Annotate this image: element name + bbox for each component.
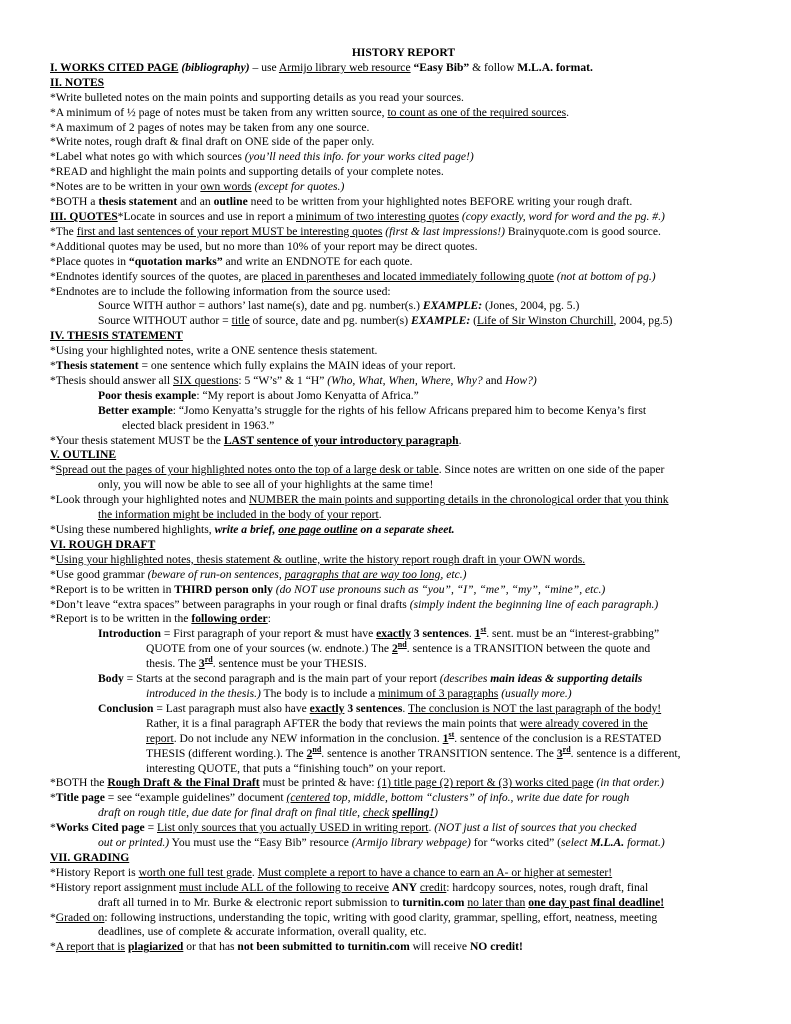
text: own words <box>200 180 252 194</box>
notes-line: *Write bulleted notes on the main points and supporting details as you read your sources. <box>50 90 464 104</box>
text: = First paragraph of your report & must have <box>160 627 377 641</box>
text: and an <box>177 195 214 209</box>
text: thesis. The <box>146 657 199 671</box>
text: check <box>362 806 390 820</box>
text: rd <box>562 744 571 754</box>
conclusion-line-cont <box>50 729 757 747</box>
text: Source WITHOUT author = <box>98 314 232 328</box>
text: to count as one of the required sources <box>387 105 567 119</box>
text: Must complete a report to have a chance to earn an A- or higher at semester! <box>257 865 613 879</box>
text: of source, date and pg. number(s) <box>249 314 411 328</box>
conclusion-line <box>50 702 757 717</box>
works-cited-line <box>50 61 757 76</box>
notes-line <box>50 106 757 121</box>
quotes-example-without-author <box>50 314 757 329</box>
text: NO credit! <box>469 940 523 954</box>
text: out or printed.) <box>98 836 170 850</box>
text: The body is to include a <box>260 686 379 700</box>
text: * <box>50 359 56 373</box>
text: Using your highlighted notes, thesis statement & outline, write the history report rough draft in your OWN words. <box>55 552 586 566</box>
grading-line-cont: deadlines, use of complete & accurate information, overall quality, etc. <box>98 925 427 939</box>
text: top, middle, bottom “clusters” of info., write due date for rough <box>329 791 630 805</box>
section-heading-grading: VII. GRADING <box>50 850 130 864</box>
text: THESIS (different wording.). The <box>146 746 307 760</box>
text: (in that order.) <box>593 776 664 790</box>
notes-line: *Write notes, rough draft & final draft on ONE side of the paper only. <box>50 135 375 149</box>
notes-line <box>50 180 757 195</box>
text: . sent. must be an “interest-grabbing” <box>486 627 660 641</box>
text: THIRD person only <box>174 582 273 596</box>
text: The conclusion is NOT the last paragraph of the body! <box>408 701 662 715</box>
text: *Endnotes identify sources of the quotes, are <box>50 269 262 283</box>
text: 3 sentences <box>344 701 403 715</box>
text: (not at bottom of pg.) <box>553 269 656 283</box>
text: . Do not include any NEW information in the conclusion. <box>173 731 443 745</box>
text: one day past final deadline! <box>528 895 665 909</box>
text: * <box>50 821 56 835</box>
text: Spread out the pages of your highlighted notes onto the top of a large desk or table <box>55 463 439 477</box>
text: = <box>144 821 158 835</box>
text: first and last sentences of your report MUST be interesting quotes <box>76 224 383 238</box>
grading-line <box>50 940 757 955</box>
text: . sentence must be your THESIS. <box>212 657 367 671</box>
conclusion-line-cont <box>50 717 757 732</box>
thesis-line: *Using your highlighted notes, write a ONE sentence thesis statement. <box>50 344 378 358</box>
text: credit <box>419 880 447 894</box>
text: 3 <box>556 746 563 760</box>
section-heading-notes: II. NOTES <box>50 75 105 89</box>
quotes-line <box>50 255 757 270</box>
text: title <box>231 314 250 328</box>
text: : “Jomo Kenyatta’s struggle for the rights of his fellow Africans prepared him to become Kenya’s first <box>172 403 647 417</box>
text: were already covered in the <box>519 716 648 730</box>
rough-line <box>50 553 757 568</box>
outline-line-cont <box>50 508 757 523</box>
text: and <box>482 373 506 387</box>
text: : 5 “W’s” & 1 “H” <box>238 373 328 387</box>
text: need to be written from your highlighted notes BEFORE writing your rough draft. <box>247 195 633 209</box>
text: : hardcopy sources, notes, rough draft, final <box>446 880 649 894</box>
outline-line <box>50 463 757 478</box>
grading-line <box>50 881 757 896</box>
outline-line-cont: only, you will now be able to see all of your highlights at the same time! <box>98 478 434 492</box>
thesis-better-example <box>50 404 757 419</box>
notes-line: *A maximum of 2 pages of notes may be taken from any one source. <box>50 120 370 134</box>
text: NUMBER the main points and supporting details in the chronological order that you think <box>249 493 669 507</box>
thesis-better-example-cont: elected black president in 1963.” <box>122 418 275 432</box>
text: How?) <box>505 373 537 387</box>
introduction-line-cont <box>50 642 757 657</box>
grading-line-cont <box>50 896 757 911</box>
text: , 2004, pg.5) <box>613 314 673 328</box>
text: (1) title page (2) report & (3) works cited page <box>377 776 594 790</box>
text: the information might be included in the body of your report <box>98 508 379 522</box>
text: Title page <box>55 791 105 805</box>
grading-line <box>50 866 757 881</box>
text: . sentence of the conclusion is a RESTATED <box>454 731 662 745</box>
text: 3 sentences <box>410 627 469 641</box>
text: . <box>468 627 475 641</box>
text: introduced in the thesis.) <box>146 686 261 700</box>
text: no later than <box>467 895 526 909</box>
body-line <box>50 672 757 687</box>
text: EXAMPLE: <box>422 299 483 313</box>
text: Life of Sir Winston Churchill <box>476 314 614 328</box>
text: *Don’t leave “extra spaces” between paragraphs in your rough or final drafts <box>50 597 410 611</box>
text: paragraphs that are way too long <box>284 567 441 581</box>
text: *Place quotes in <box>50 254 129 268</box>
quotes-line <box>50 225 757 240</box>
text: *Look through your highlighted notes and <box>50 493 250 507</box>
text: format.) <box>624 836 665 850</box>
text: * <box>50 463 56 477</box>
text: (Armijo library webpage) <box>351 836 471 850</box>
text: Rough Draft & the Final Draft <box>107 776 260 790</box>
text: (copy exactly, word for word and the pg. #.) <box>458 209 665 223</box>
text: outline <box>213 195 248 209</box>
text: for “works cited” ( <box>470 836 562 850</box>
text: ANY <box>391 880 417 894</box>
text: (simply indent the beginning line of each paragraph.) <box>409 597 659 611</box>
conclusion-line-cont: interesting QUOTE, that puts a “finishing touch” on your report. <box>146 761 446 775</box>
rough-line <box>50 612 757 627</box>
text: EXAMPLE: <box>410 314 471 328</box>
text: not been submitted to turnitin.com <box>237 940 410 954</box>
text: . <box>251 865 258 879</box>
text: (you’ll need this info. for your works cited page!) <box>244 150 474 164</box>
text: M.L.A. <box>587 836 625 850</box>
text: LAST sentence of your introductory paragraph <box>223 433 459 447</box>
text: = Starts at the second paragraph and is the main part of your report <box>123 672 440 686</box>
text: (describes <box>439 672 491 686</box>
section-heading-works-cited: I. WORKS CITED PAGE <box>50 60 179 74</box>
text: , etc.) <box>440 567 467 581</box>
text: List only sources that you actually USED in writing report <box>157 821 429 835</box>
title-page-line-cont <box>50 806 757 821</box>
text: . <box>428 821 435 835</box>
text: (do NOT use pronouns such as “you”, “I”, “me”, “my”, “mine”, etc.) <box>272 582 606 596</box>
text: SIX questions <box>173 373 239 387</box>
notes-line <box>50 195 757 210</box>
title-page-line <box>50 791 757 806</box>
text: *Report is to be written in <box>50 582 175 596</box>
introduction-line-cont <box>50 657 757 672</box>
text: You must use the “Easy Bib” resource <box>169 836 352 850</box>
text: . Since notes are written on one side of the paper <box>438 463 665 477</box>
text: exactly <box>309 701 345 715</box>
conclusion-line-cont <box>50 744 757 762</box>
notes-line: *READ and highlight the main points and supporting details of your complete notes. <box>50 165 444 179</box>
text: (centered <box>286 791 330 805</box>
text: (usually more.) <box>498 686 572 700</box>
thesis-line <box>50 434 757 449</box>
text: draft all turned in to Mr. Burke & electronic report submission to <box>98 895 403 909</box>
text: = Last paragraph must also have <box>153 701 310 715</box>
text: Conclusion <box>98 701 154 715</box>
text: QUOTE from one of your sources (w. endnote.) The <box>146 642 392 656</box>
body-line-cont <box>50 687 757 702</box>
text: . <box>566 105 570 119</box>
text: *The <box>50 224 77 238</box>
notes-line <box>50 150 757 165</box>
text: spelling! <box>392 806 435 820</box>
text: Thesis statement <box>55 359 139 373</box>
quotes-line: *Additional quotes may be used, but no more than 10% of your report may be direct quotes. <box>50 239 478 253</box>
text: st <box>448 729 455 739</box>
both-drafts-line <box>50 776 757 791</box>
text: . <box>378 508 382 522</box>
rough-line <box>50 598 757 613</box>
text: on a separate sheet. <box>357 523 455 536</box>
text: : following instructions, understanding the topic, writing with good clarity, grammar, spelling, effort, neatness, meeting <box>104 910 658 924</box>
section-heading-quotes: III. QUOTES <box>50 209 118 223</box>
text: 2 <box>391 642 398 656</box>
text: “quotation marks” <box>128 254 223 268</box>
text: = see “example guidelines” document <box>104 791 287 805</box>
text: and write an ENDNOTE for each quote. <box>222 254 413 268</box>
rough-line <box>50 568 757 583</box>
thesis-line <box>50 374 757 389</box>
text: *Using these numbered highlights, <box>50 523 215 536</box>
text: A report that is <box>55 940 126 954</box>
text: *Thesis should answer all <box>50 373 174 387</box>
text: . sentence is another TRANSITION sentence. The <box>321 746 557 760</box>
text: (beware of run-on sentences, <box>147 567 285 581</box>
text: will receive <box>409 940 470 954</box>
text: turnitin.com <box>402 895 465 909</box>
text: “Easy Bib” <box>410 60 470 74</box>
text: *Label what notes go with which sources <box>50 150 245 164</box>
text: must be printed & have: <box>259 776 378 790</box>
text: nd <box>312 744 322 754</box>
text: Works Cited page <box>55 821 145 835</box>
text: worth one full test grade <box>138 865 252 879</box>
text: placed in parentheses and located immediately following quote <box>261 269 554 283</box>
text: minimum of two interesting quotes <box>296 209 459 223</box>
rough-line <box>50 583 757 598</box>
text: following order <box>191 612 268 626</box>
text: . <box>402 701 408 715</box>
text: & follow <box>469 60 518 74</box>
text: *History report assignment <box>50 880 180 894</box>
text: Armijo library web resource <box>278 60 411 74</box>
text: must include ALL of the following to receive <box>179 880 389 894</box>
text: (first & last impressions!) <box>382 224 506 238</box>
text: (bibliography) <box>181 60 250 74</box>
text: nd <box>397 640 407 650</box>
text: (Jones, 2004, pg. 5.) <box>482 299 580 313</box>
text: *Notes are to be written in your <box>50 180 201 194</box>
text: * <box>50 940 56 954</box>
quotes-line <box>50 270 757 285</box>
text: ( <box>470 314 477 328</box>
text: . <box>458 433 462 447</box>
text: select <box>561 836 588 850</box>
text: *Locate in sources and use in report a <box>117 209 297 223</box>
text: = one sentence which fully explains the MAIN ideas of your report. <box>138 359 456 373</box>
text: thesis statement <box>98 195 178 209</box>
text: exactly <box>376 627 411 641</box>
page-title: HISTORY REPORT <box>351 46 456 59</box>
text: draft on rough title, due date for final draft on final title, <box>98 806 363 820</box>
text: (NOT just a list of sources that you checked <box>434 821 637 835</box>
text: report <box>146 731 174 745</box>
text: main ideas & supporting details <box>490 672 643 686</box>
section-heading-outline: V. OUTLINE <box>50 448 117 462</box>
text: *Use good grammar <box>50 567 148 581</box>
thesis-poor-example <box>50 389 757 404</box>
quotes-line: *Endnotes are to include the following information from the source used: <box>50 284 391 298</box>
text: (Who, What, When, Where, Why? <box>327 373 483 387</box>
text: Brainyquote.com is good source. <box>505 224 661 238</box>
text: *Your thesis statement MUST be the <box>50 433 224 447</box>
text: Poor thesis example <box>98 388 197 402</box>
text: rd <box>204 655 213 665</box>
text: ) <box>434 806 438 820</box>
quotes-heading-line <box>50 210 757 225</box>
outline-line <box>50 493 757 508</box>
text: *BOTH the <box>50 776 108 790</box>
text: st <box>480 625 487 635</box>
text: * <box>50 910 56 924</box>
text: Source WITH author = authors’ last name(s), date and pg. number(s.) <box>98 299 423 313</box>
text: * <box>50 791 56 805</box>
section-heading-thesis: IV. THESIS STATEMENT <box>50 329 183 343</box>
text: *A minimum of ½ page of notes must be taken from any written source, <box>50 105 388 119</box>
text: 2 <box>306 746 313 760</box>
text: . sentence is a different, <box>570 746 681 760</box>
text: one page outline <box>278 523 358 536</box>
text: 1 <box>442 731 449 745</box>
section-heading-rough-draft: VI. ROUGH DRAFT <box>50 537 156 551</box>
text: or that has <box>183 940 238 954</box>
text: *History Report is <box>50 865 139 879</box>
text: 3 <box>198 657 205 671</box>
text: *BOTH a <box>50 195 99 209</box>
text: minimum of 3 paragraphs <box>378 686 499 700</box>
text: Graded on <box>55 910 105 924</box>
text: Body <box>98 672 124 686</box>
quotes-example-with-author <box>50 299 757 314</box>
text: plagiarized <box>127 940 184 954</box>
text: Rather, it is a final paragraph AFTER the body that reviews the main points that <box>146 716 520 730</box>
text: – use <box>249 60 279 74</box>
text: * <box>50 552 56 566</box>
text: (except for quotes.) <box>254 180 345 194</box>
text: Introduction <box>98 627 161 641</box>
text: write a brief, <box>214 523 279 536</box>
works-cited-rule-line <box>50 821 757 836</box>
text: Better example <box>98 403 173 417</box>
outline-line <box>50 523 757 538</box>
text: 1 <box>474 627 481 641</box>
text: : “My report is about Jomo Kenyatta of Africa.” <box>196 388 419 402</box>
text: M.L.A. format. <box>517 60 593 74</box>
thesis-line <box>50 359 757 374</box>
text: . sentence is a TRANSITION between the quote and <box>406 642 651 656</box>
text: *Report is to be written in the <box>50 612 192 626</box>
grading-line <box>50 911 757 926</box>
text: : <box>267 612 271 626</box>
works-cited-rule-line-cont <box>50 836 757 851</box>
